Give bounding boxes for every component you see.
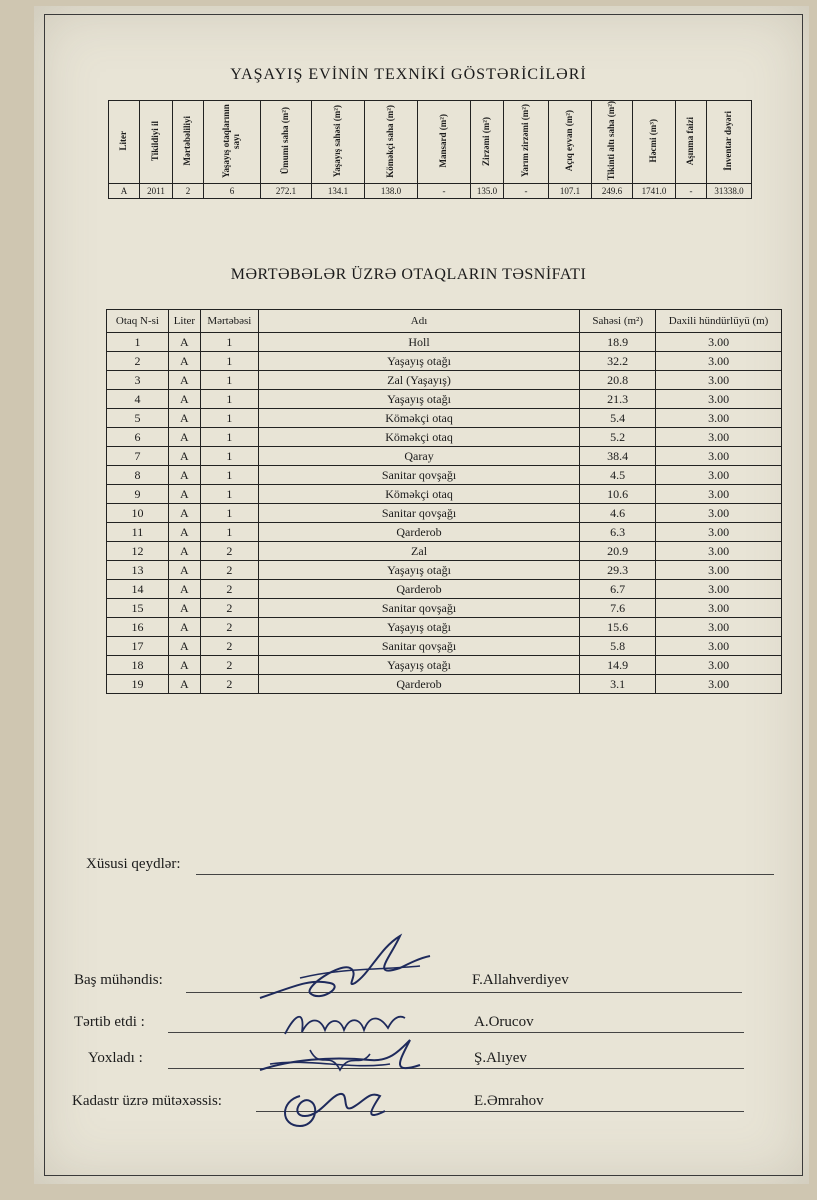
cell: 32.2	[580, 352, 656, 371]
cell: 5	[107, 409, 169, 428]
cell: Yaşayış otağı	[258, 656, 579, 675]
cell: A	[168, 504, 200, 523]
cell: 2011	[140, 184, 173, 199]
cell: A	[168, 333, 200, 352]
cell: 7	[107, 447, 169, 466]
signer-name: Ş.Alıyev	[474, 1050, 527, 1066]
cell: 11	[107, 523, 169, 542]
cell: 3.00	[656, 371, 782, 390]
cell: 3.00	[656, 428, 782, 447]
indicators-table	[108, 100, 752, 199]
cell: A	[168, 485, 200, 504]
cell: A	[168, 390, 200, 409]
cell: 18.9	[580, 333, 656, 352]
cell: 21.3	[580, 390, 656, 409]
cell: Yaşayış otağı	[258, 561, 579, 580]
cell: Qarderob	[258, 580, 579, 599]
cell: 5.8	[580, 637, 656, 656]
cell: A	[168, 447, 200, 466]
cell: A	[168, 599, 200, 618]
cell: A	[168, 580, 200, 599]
table-row	[107, 618, 782, 637]
cell: 8	[107, 466, 169, 485]
cell: -	[676, 184, 707, 199]
cell: 3.00	[656, 618, 782, 637]
indicators-data-row	[109, 184, 752, 199]
table-row	[107, 504, 782, 523]
cell: 2	[200, 561, 258, 580]
cell: 13	[107, 561, 169, 580]
cell: Qarderob	[258, 675, 579, 694]
table-row	[107, 656, 782, 675]
header-cell: İnventar dəyəri	[707, 101, 752, 184]
cell: 3.00	[656, 447, 782, 466]
table-row	[107, 352, 782, 371]
table-row	[107, 580, 782, 599]
table-row	[107, 675, 782, 694]
cell: 6.7	[580, 580, 656, 599]
cell: 134.1	[312, 184, 365, 199]
header-cell: Aşınma faizi	[676, 101, 707, 184]
rooms-table	[106, 309, 782, 694]
cell: 31338.0	[707, 184, 752, 199]
rooms-title: MƏRTƏBƏLƏR ÜZRƏ OTAQLARIN TƏSNİFATI	[230, 266, 587, 283]
cell: -	[504, 184, 549, 199]
cell: 1	[200, 428, 258, 447]
cell: A	[168, 542, 200, 561]
cell: Yaşayış otağı	[258, 390, 579, 409]
notes-line	[196, 874, 774, 875]
cell: 17	[107, 637, 169, 656]
cell: 3.00	[656, 580, 782, 599]
cell: Sanitar qovşağı	[258, 637, 579, 656]
table-row	[107, 428, 782, 447]
cell: 6.3	[580, 523, 656, 542]
cell: A	[168, 352, 200, 371]
header-cell: Adı	[258, 310, 579, 333]
header-cell: Daxili hündürlüyü (m)	[656, 310, 782, 333]
header-cell: Otaq N-si	[107, 310, 169, 333]
table-row	[107, 599, 782, 618]
cell: Köməkçi otaq	[258, 485, 579, 504]
cell: 2	[200, 675, 258, 694]
cell: 38.4	[580, 447, 656, 466]
table-row	[107, 523, 782, 542]
cell: Yaşayış otağı	[258, 352, 579, 371]
cell: 272.1	[261, 184, 312, 199]
cell: 14	[107, 580, 169, 599]
table-row	[107, 447, 782, 466]
cell: 2	[200, 656, 258, 675]
cell: 249.6	[592, 184, 633, 199]
cell: A	[168, 675, 200, 694]
signer-name: F.Allahverdiyev	[472, 972, 569, 988]
header-cell: Yarım zirzəmi (m²)	[504, 101, 549, 184]
cell: 12	[107, 542, 169, 561]
indicators-header-row	[109, 101, 752, 184]
cell: 15.6	[580, 618, 656, 637]
cell: 2	[200, 599, 258, 618]
cell: 3.00	[656, 504, 782, 523]
header-cell: Yaşayış sahəsi (m²)	[312, 101, 365, 184]
cell: 20.9	[580, 542, 656, 561]
cell: 2	[200, 542, 258, 561]
signer-name: E.Əmrahov	[474, 1093, 544, 1109]
cell: 1	[200, 447, 258, 466]
header-cell: Mansard (m²)	[418, 101, 471, 184]
cell: 1	[200, 371, 258, 390]
cell: 10	[107, 504, 169, 523]
table-row	[107, 561, 782, 580]
notes-label: Xüsusi qeydlər:	[86, 856, 181, 872]
table-row	[107, 485, 782, 504]
cell: 3.00	[656, 409, 782, 428]
cell: 2	[107, 352, 169, 371]
cell: 1	[200, 485, 258, 504]
cell: A	[168, 409, 200, 428]
header-cell: Tikildiyi il	[140, 101, 173, 184]
cell: 2	[200, 580, 258, 599]
header-cell: Açıq eyvan (m²)	[549, 101, 592, 184]
rooms-header-row	[107, 310, 782, 333]
signer-name: A.Orucov	[474, 1014, 534, 1030]
cell: 5.4	[580, 409, 656, 428]
cell: 3.00	[656, 390, 782, 409]
cell: 3.00	[656, 656, 782, 675]
cell: 9	[107, 485, 169, 504]
cell: 3.00	[656, 523, 782, 542]
cell: 4.5	[580, 466, 656, 485]
rooms-body	[107, 333, 782, 694]
signature-label: Tərtib etdi :	[74, 1014, 145, 1030]
cell: 3.00	[656, 333, 782, 352]
header-cell: Mərtəbəliliyi	[173, 101, 204, 184]
cell: A	[168, 523, 200, 542]
cell: Yaşayış otağı	[258, 618, 579, 637]
cell: 3.00	[656, 561, 782, 580]
cell: 1	[200, 466, 258, 485]
cell: 1	[107, 333, 169, 352]
header-cell: Sahəsi (m²)	[580, 310, 656, 333]
cell: 10.6	[580, 485, 656, 504]
cell: 1	[200, 352, 258, 371]
table-row	[107, 390, 782, 409]
table-row	[107, 466, 782, 485]
cell: A	[168, 428, 200, 447]
cell: 3.00	[656, 466, 782, 485]
cell: 107.1	[549, 184, 592, 199]
cell: 138.0	[365, 184, 418, 199]
cell: Zal (Yaşayış)	[258, 371, 579, 390]
cell: 1	[200, 504, 258, 523]
table-row	[107, 409, 782, 428]
cell: Köməkçi otaq	[258, 409, 579, 428]
cell: 16	[107, 618, 169, 637]
cell: 7.6	[580, 599, 656, 618]
cell: A	[168, 637, 200, 656]
cell: A	[168, 656, 200, 675]
cell: 3.00	[656, 599, 782, 618]
cell: 4	[107, 390, 169, 409]
cell: 1	[200, 523, 258, 542]
table-row	[107, 333, 782, 352]
cell: 2	[173, 184, 204, 199]
cell: 3.00	[656, 637, 782, 656]
cell: A	[109, 184, 140, 199]
header-cell: Köməkçi saha (m²)	[365, 101, 418, 184]
signature-label: Yoxladı :	[88, 1050, 143, 1066]
cell: A	[168, 618, 200, 637]
cell: 14.9	[580, 656, 656, 675]
cell: -	[418, 184, 471, 199]
cell: A	[168, 371, 200, 390]
cell: Holl	[258, 333, 579, 352]
signature-scribble-4	[270, 1076, 400, 1136]
cell: 19	[107, 675, 169, 694]
cell: Qarderob	[258, 523, 579, 542]
cell: 3	[107, 371, 169, 390]
cell: 6	[107, 428, 169, 447]
cell: 15	[107, 599, 169, 618]
cell: 5.2	[580, 428, 656, 447]
cell: 4.6	[580, 504, 656, 523]
header-cell: Liter	[168, 310, 200, 333]
cell: 3.1	[580, 675, 656, 694]
cell: 1	[200, 333, 258, 352]
cell: 20.8	[580, 371, 656, 390]
cell: 3.00	[656, 675, 782, 694]
cell: 1741.0	[633, 184, 676, 199]
cell: Zal	[258, 542, 579, 561]
header-cell: Mərtəbəsi	[200, 310, 258, 333]
cell: 2	[200, 618, 258, 637]
cell: 1	[200, 409, 258, 428]
signature-label: Kadastr üzrə mütəxəssis:	[72, 1093, 222, 1109]
cell: 18	[107, 656, 169, 675]
cell: 2	[200, 637, 258, 656]
cell: Sanitar qovşağı	[258, 504, 579, 523]
cell: 135.0	[471, 184, 504, 199]
cell: 3.00	[656, 352, 782, 371]
table-row	[107, 637, 782, 656]
cell: Köməkçi otaq	[258, 428, 579, 447]
header-cell: Yaşayış otaqlarının sayı	[204, 101, 261, 184]
signature-label: Baş mühəndis:	[74, 972, 163, 988]
header-cell: Liter	[109, 101, 140, 184]
cell: Sanitar qovşağı	[258, 599, 579, 618]
header-cell: Zirzəmi (m²)	[471, 101, 504, 184]
cell: 6	[204, 184, 261, 199]
signature-scribble-1	[250, 928, 440, 1008]
header-cell: Tikinti altı saha (m²)	[592, 101, 633, 184]
cell: Qaray	[258, 447, 579, 466]
indicators-title: YAŞAYIŞ EVİNİN TEXNİKİ GÖSTƏRİCİLƏRİ	[230, 66, 587, 83]
cell: 3.00	[656, 542, 782, 561]
cell: Sanitar qovşağı	[258, 466, 579, 485]
cell: 29.3	[580, 561, 656, 580]
header-cell: Ümumi saha (m²)	[261, 101, 312, 184]
cell: A	[168, 561, 200, 580]
cell: 3.00	[656, 485, 782, 504]
cell: 1	[200, 390, 258, 409]
table-row	[107, 371, 782, 390]
table-row	[107, 542, 782, 561]
header-cell: Həcmi (m³)	[633, 101, 676, 184]
cell: A	[168, 466, 200, 485]
